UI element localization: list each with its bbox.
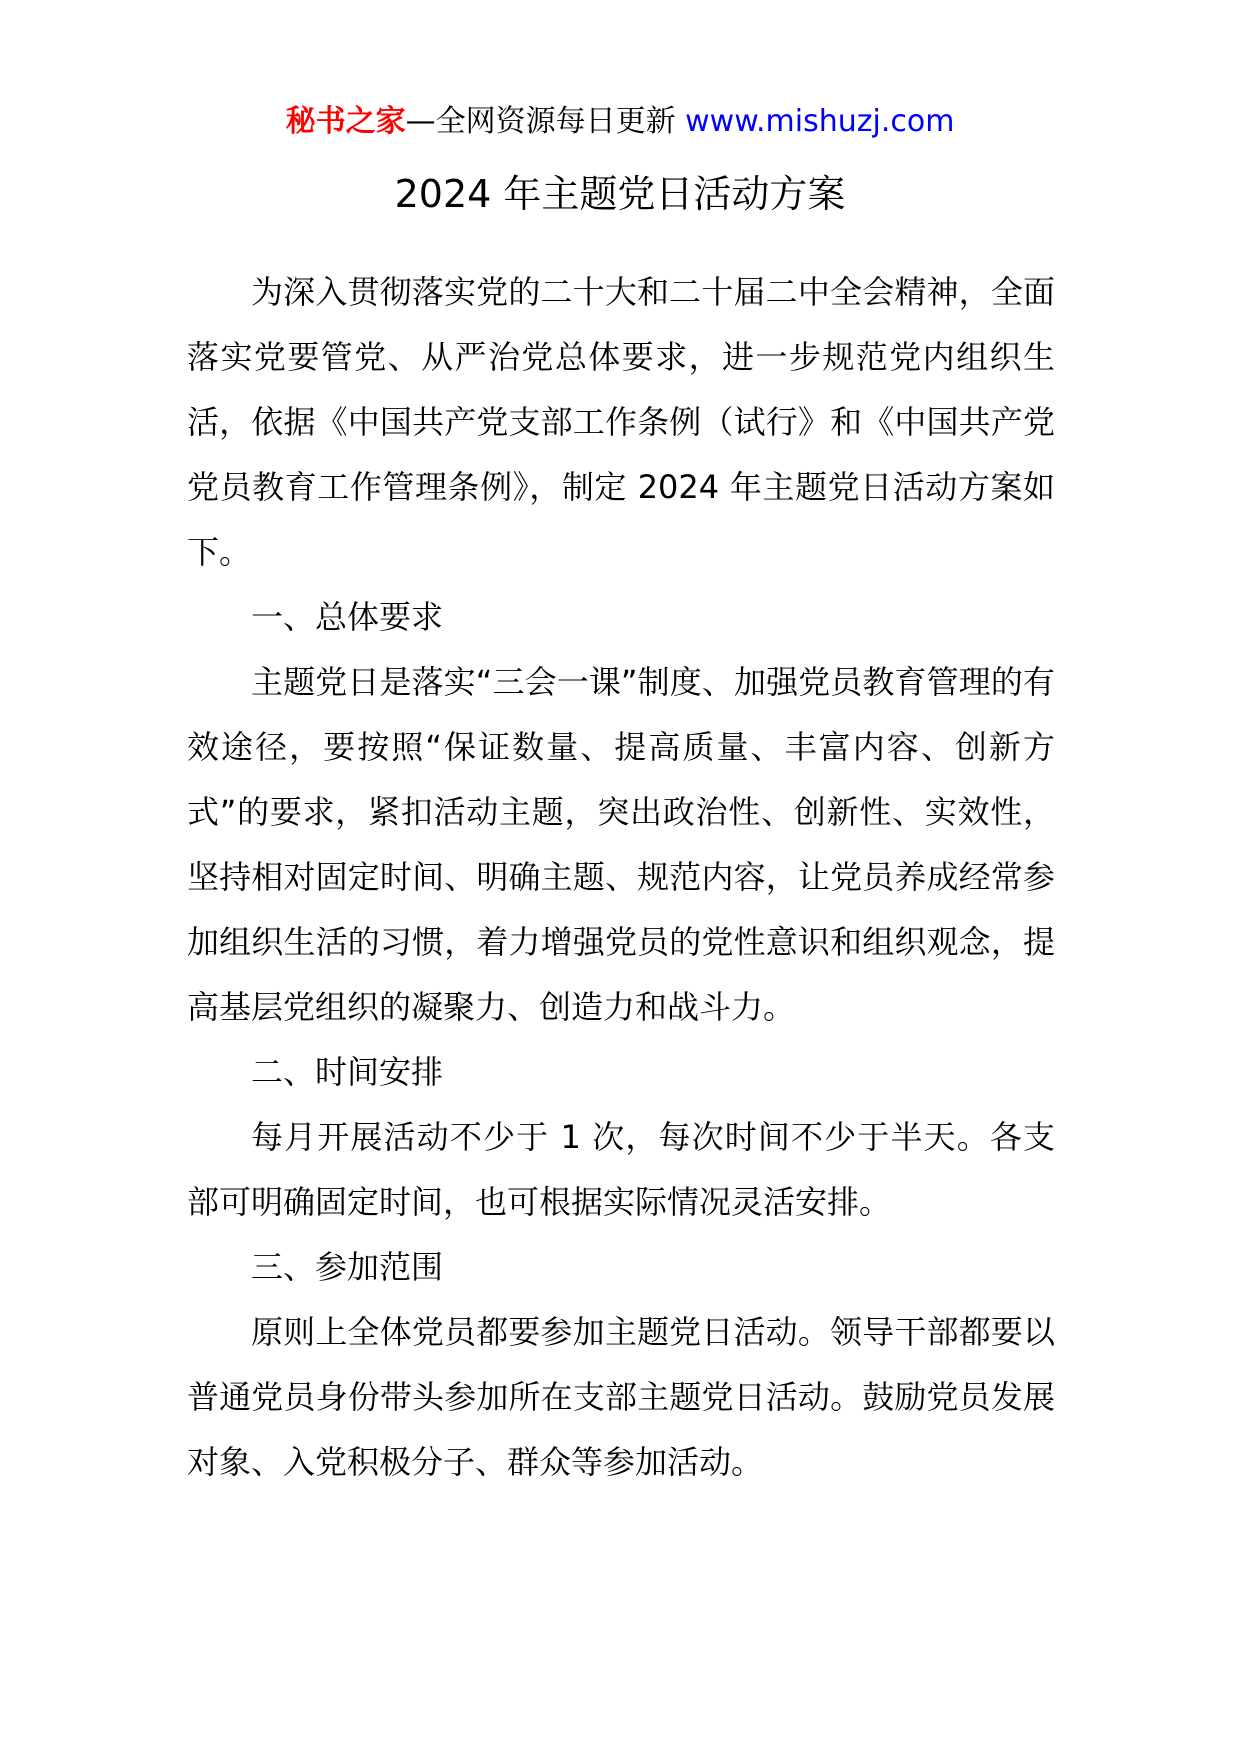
overall-requirements-paragraph: 主题党日是落实“三会一课”制度、加强党员教育管理的有效途径，要按照“保证数量、提高质量、丰富内容、创新方式”的要求，紧扣活动主题，突出政治性、创新性、实效性，坚持相对固定时间、明确主题、规范内容，让党员养成经常参加组织生活的习惯，着力增强党员的党性意识和组织观念，提高基层党组织的凝聚力、创造力和战斗力。 <box>187 663 1055 1026</box>
intro-paragraph: 为深入贯彻落实党的二十大和二十届二中全会精神，全面落实党要管党、从严治党总体要求，进一步规范党内组织生活，依据《中国共产党支部工作条例（试行》和《中国共产党党员教育工作管理条例》，制定 2024 年主题党日活动方案如下。 <box>187 273 1055 571</box>
brand-name: 秘书之家 <box>285 104 406 139</box>
section-heading-participants: 三、参加范围 <box>251 1248 444 1286</box>
site-header <box>0 100 1240 144</box>
schedule-paragraph: 每月开展活动不少于 1 次，每次时间不少于半天。各支部可明确固定时间，也可根据实际情况灵活安排。 <box>187 1118 1055 1221</box>
document-title: 2024 年主题党日活动方案 <box>394 172 846 216</box>
section-heading-schedule: 二、时间安排 <box>251 1053 444 1091</box>
site-url-link[interactable]: www.mishuzj.com <box>685 104 955 139</box>
document-body <box>187 260 1055 1495</box>
header-slogan: —全网资源每日更新 <box>405 104 686 139</box>
section-heading-overall-requirements: 一、总体要求 <box>251 598 444 636</box>
participants-paragraph: 原则上全体党员都要参加主题党日活动。领导干部都要以普通党员身份带头参加所在支部主题党日活动。鼓励党员发展对象、入党积极分子、群众等参加活动。 <box>187 1313 1055 1481</box>
